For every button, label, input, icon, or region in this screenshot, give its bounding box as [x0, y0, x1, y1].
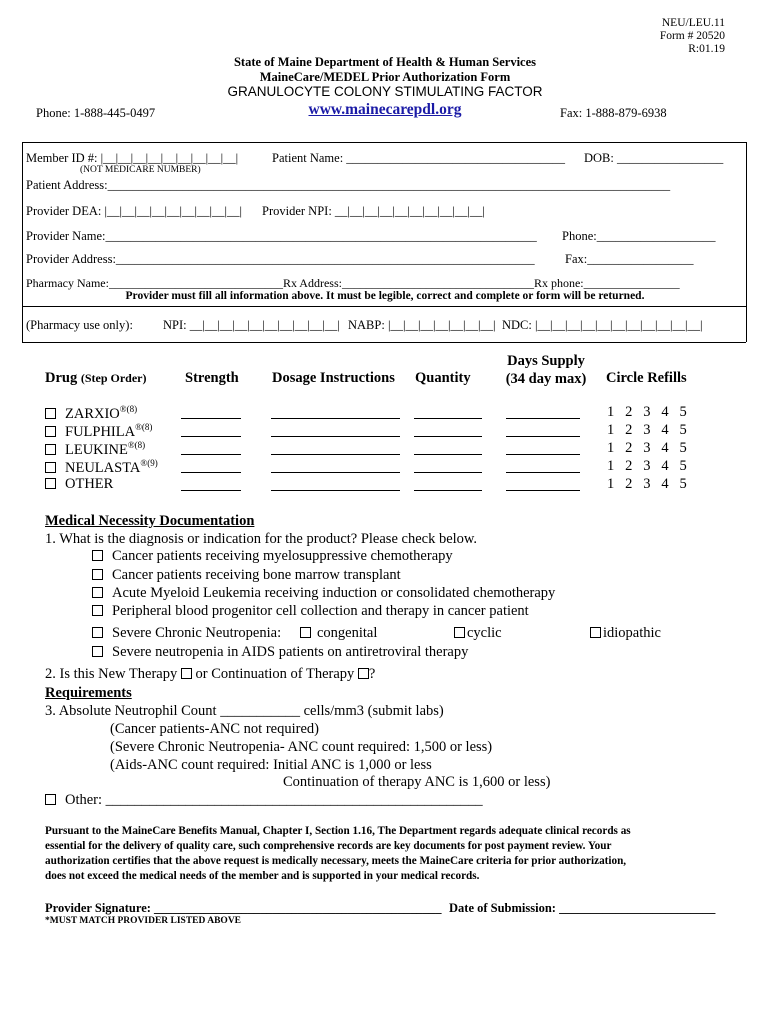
diagnosis-option: Cancer patients receiving bone marrow transplant: [92, 567, 401, 584]
checkbox[interactable]: [45, 426, 56, 437]
days-supply-blank[interactable]: [506, 490, 580, 491]
quantity-blank[interactable]: [414, 472, 482, 473]
provider-fax-field[interactable]: Fax:_________________: [565, 252, 694, 266]
provider-dea-field[interactable]: Provider DEA: |__|__|__|__|__|__|__|__|__|: [26, 204, 242, 218]
form-revision: R:01.19: [688, 43, 725, 55]
pharmacy-info-field[interactable]: Pharmacy Name:_____________________________Rx Address:________________________________Rx phone:________________: [26, 276, 680, 290]
provider-phone-field[interactable]: Phone:___________________: [562, 229, 716, 243]
dosage-blank[interactable]: [271, 490, 400, 491]
dosage-blank[interactable]: [271, 436, 400, 437]
refill-options[interactable]: 1 2 3 4 5: [607, 404, 687, 420]
checkbox[interactable]: [92, 550, 103, 561]
checkbox[interactable]: [92, 605, 103, 616]
scn-option: Severe Chronic Neutropenia:: [92, 625, 281, 642]
quantity-blank[interactable]: [414, 436, 482, 437]
strength-blank[interactable]: [181, 436, 241, 437]
agency-title: State of Maine Department of Health & Human Services: [233, 55, 537, 69]
member-id-note: (NOT MEDICARE NUMBER): [80, 165, 201, 175]
refill-options[interactable]: 1 2 3 4 5: [607, 458, 687, 474]
aids-option: Severe neutropenia in AIDS patients on antiretroviral therapy: [92, 644, 468, 661]
days-supply-blank[interactable]: [506, 454, 580, 455]
checkbox[interactable]: [45, 794, 56, 805]
strength-blank[interactable]: [181, 454, 241, 455]
scn-cyclic-option: cyclic: [454, 625, 502, 642]
checkbox[interactable]: [92, 569, 103, 580]
scn-congenital-option: congenital: [300, 625, 377, 642]
continuation-therapy-checkbox[interactable]: [358, 668, 369, 679]
question-2: 2. Is this New Therapy or Continuation of Therapy ?: [45, 666, 376, 682]
website-link[interactable]: www.mainecarepdl.org: [308, 101, 462, 118]
requirements-heading: Requirements: [45, 685, 132, 701]
diagnosis-option: Cancer patients receiving myelosuppressive chemotherapy: [92, 548, 453, 565]
provider-address-field[interactable]: Provider Address:___________________________________________________________________: [26, 252, 535, 266]
checkbox[interactable]: [92, 587, 103, 598]
drug-row-leukine: $LEUKINE^{®(8)}$: [45, 440, 145, 458]
form-code: NEU/LEU.11: [661, 17, 725, 29]
drug-column-header: Drug (Step Order): [45, 370, 147, 386]
checkbox[interactable]: [300, 627, 311, 638]
checkbox[interactable]: [590, 627, 601, 638]
question-1: 1. What is the diagnosis or indication for the product? Please check below.: [45, 531, 478, 547]
box-right-border: [746, 142, 747, 342]
certification-statement: Pursuant to the MaineCare Benefits Manual, Chapter I, Section 1.16, The Department regards adequate clinical records as essential for the delivery of quality care, such comprehensive records are key documents for post payment review. Your authorization certifies that the above request is medically necessary, meets the MaineCare criteria for prior authorization, does not exceed the medical needs of the member and is supported in your medical records.: [45, 825, 631, 882]
pharmacy-npi-field[interactable]: NPI: __|__|__|__|__|__|__|__|__|__|: [163, 318, 340, 332]
days-supply-header: Days Supply (34 day max): [505, 353, 587, 387]
pharmacy-nabp-field[interactable]: NABP: |__|__|__|__|__|__|__|: [348, 318, 496, 332]
quantity-column-header: Quantity: [415, 370, 471, 386]
checkbox[interactable]: [45, 444, 56, 455]
provider-npi-field[interactable]: Provider NPI: __|__|__|__|__|__|__|__|__|__|: [262, 204, 485, 218]
quantity-blank[interactable]: [414, 418, 482, 419]
scn-idiopathic-option: idiopathic: [590, 625, 661, 642]
refill-options[interactable]: 1 2 3 4 5: [607, 440, 687, 456]
checkbox[interactable]: [92, 627, 103, 638]
form-title: MaineCare/MEDEL Prior Authorization Form: [259, 70, 511, 84]
strength-blank[interactable]: [181, 472, 241, 473]
form-number: Form # 20520: [659, 30, 725, 42]
must-fill-notice: Provider must fill all information above. It must be legible, correct and complete or form will be returned.: [125, 290, 645, 302]
checkbox[interactable]: [45, 478, 56, 489]
dosage-blank[interactable]: [271, 454, 400, 455]
anc-note-aids: (Aids-ANC count required: Initial ANC is 1,000 or less: [110, 757, 432, 773]
refill-options[interactable]: 1 2 3 4 5: [607, 476, 687, 492]
question-3[interactable]: 3. Absolute Neutrophil Count ___________ cells/mm3 (submit labs): [45, 703, 444, 719]
diagnosis-option: Acute Myeloid Leukemia receiving induction or consolidated chemotherapy: [92, 585, 555, 602]
box-bottom-border: [22, 342, 746, 343]
new-therapy-checkbox[interactable]: [181, 668, 192, 679]
pharmacy-ndc-field[interactable]: NDC: |__|__|__|__|__|__|__|__|__|__|__|: [502, 318, 703, 332]
form-category: GRANULOCYTE COLONY STIMULATING FACTOR: [227, 84, 543, 99]
days-supply-blank[interactable]: [506, 436, 580, 437]
refills-column-header: Circle Refills: [606, 370, 687, 386]
anc-note-continuation: Continuation of therapy ANC is 1,600 or less): [283, 774, 551, 790]
provider-name-field[interactable]: Provider Name:_____________________________________________________________________: [26, 229, 537, 243]
quantity-blank[interactable]: [414, 454, 482, 455]
pharmacy-use-label: (Pharmacy use only):: [26, 318, 133, 332]
fax-number: Fax: 1-888-879-6938: [560, 106, 667, 120]
days-supply-blank[interactable]: [506, 472, 580, 473]
strength-blank[interactable]: [181, 490, 241, 491]
member-id-field[interactable]: Member ID #: |__|__|__|__|__|__|__|__|__|: [26, 151, 239, 165]
checkbox[interactable]: [45, 408, 56, 419]
checkbox[interactable]: [454, 627, 465, 638]
checkbox[interactable]: [45, 462, 56, 473]
checkbox[interactable]: [92, 646, 103, 657]
box-divider: [22, 306, 746, 307]
anc-note-cancer: (Cancer patients-ANC not required): [110, 721, 319, 737]
refill-options[interactable]: 1 2 3 4 5: [607, 422, 687, 438]
dosage-blank[interactable]: [271, 418, 400, 419]
anc-note-scn: (Severe Chronic Neutropenia- ANC count required: 1,500 or less): [110, 739, 493, 755]
dosage-column-header: Dosage Instructions: [272, 370, 395, 386]
strength-column-header: Strength: [185, 370, 239, 386]
box-left-border: [22, 142, 23, 342]
signature-note: *MUST MATCH PROVIDER LISTED ABOVE: [45, 916, 242, 926]
provider-signature-field[interactable]: Provider Signature: ______________________________________________: [45, 901, 442, 915]
form-id-block: [660, 17, 725, 56]
dob-field[interactable]: DOB: _________________: [584, 151, 724, 165]
drug-row-other: OTHER: [45, 476, 113, 494]
medical-necessity-heading: Medical Necessity Documentation: [45, 513, 255, 529]
quantity-blank[interactable]: [414, 490, 482, 491]
drug-row-neulasta: $NEULASTA^{®(9)}$: [45, 458, 158, 476]
other-field: Other: ____________________________________________________: [45, 792, 483, 809]
date-of-submission-field[interactable]: Date of Submission: _________________________: [449, 901, 716, 915]
drug-row-fulphila: $FULPHILA^{®(8)}$: [45, 422, 152, 440]
patient-name-field[interactable]: Patient Name: ___________________________________: [272, 151, 566, 165]
diagnosis-option: Peripheral blood progenitor cell collection and therapy in cancer patient: [92, 603, 529, 620]
strength-blank[interactable]: [181, 418, 241, 419]
box-top-border: [22, 142, 746, 143]
days-supply-blank[interactable]: [506, 418, 580, 419]
dosage-blank[interactable]: [271, 472, 400, 473]
patient-address-field[interactable]: Patient Address:__________________________________________________________________________________________: [26, 178, 671, 192]
drug-row-zarxio: $ZARXIO^{®(8)}$: [45, 404, 137, 422]
phone-number: Phone: 1-888-445-0497: [36, 106, 156, 120]
